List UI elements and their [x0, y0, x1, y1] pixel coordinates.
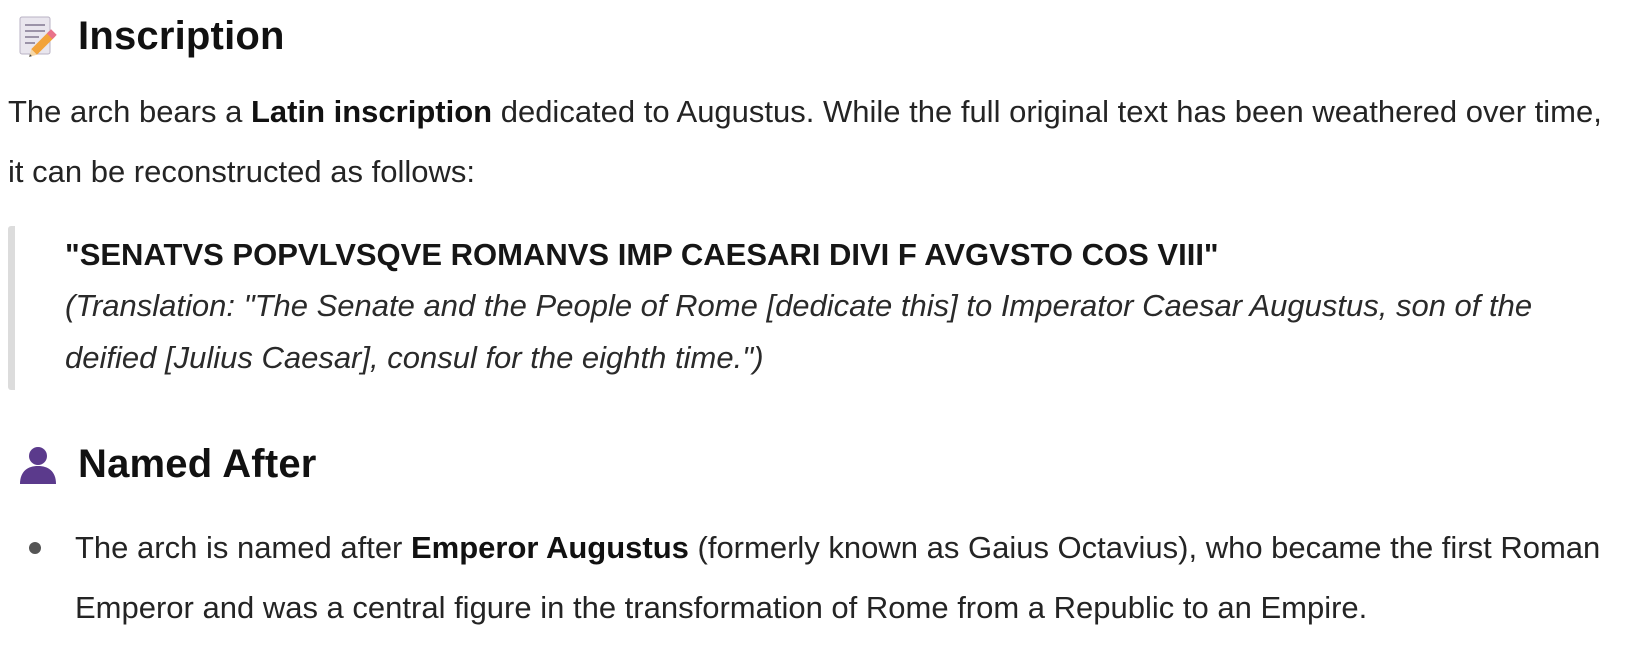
intro-text-end: dedicated to Augustus. While the full original text has been weathered over time, it can be reconstructed as follows: [8, 94, 1602, 189]
inscription-heading [16, 0, 1620, 72]
intro-text-start: The arch bears a [8, 94, 251, 129]
inscription-intro [8, 82, 1620, 202]
latin-inscription: "SENATVS POPVLVSQVE ROMANVS IMP CAESARI DIVI F AVGVSTO COS VIII" [65, 237, 1219, 272]
inscription-title: Inscription [78, 13, 285, 58]
list-item [8, 518, 1620, 638]
person-silhouette-icon [16, 442, 60, 486]
named-after-title: Named After [78, 441, 317, 486]
inscription-blockquote [8, 226, 1620, 390]
bullet-bold-text: Emperor Augustus [411, 530, 689, 565]
bullet-text-start: The arch is named after [75, 530, 411, 565]
named-after-heading [16, 428, 1620, 500]
bullet-text-end: (formerly known as Gaius Octavius), who became the first Roman Emperor and was a central figure in the transformation of Rome from a Republic to an Empire. [75, 530, 1601, 625]
inscription-translation: (Translation: "The Senate and the People of Rome [dedicate this] to Imperator Caesar Augustus, son of the deified [Julius Caesar], consul for the eighth time.") [65, 288, 1533, 375]
intro-bold-text: Latin inscription [250, 94, 493, 129]
document-content [8, 0, 1620, 638]
memo-pencil-icon [16, 14, 60, 58]
bullet-dot-icon [29, 542, 41, 554]
named-after-list [8, 518, 1620, 638]
